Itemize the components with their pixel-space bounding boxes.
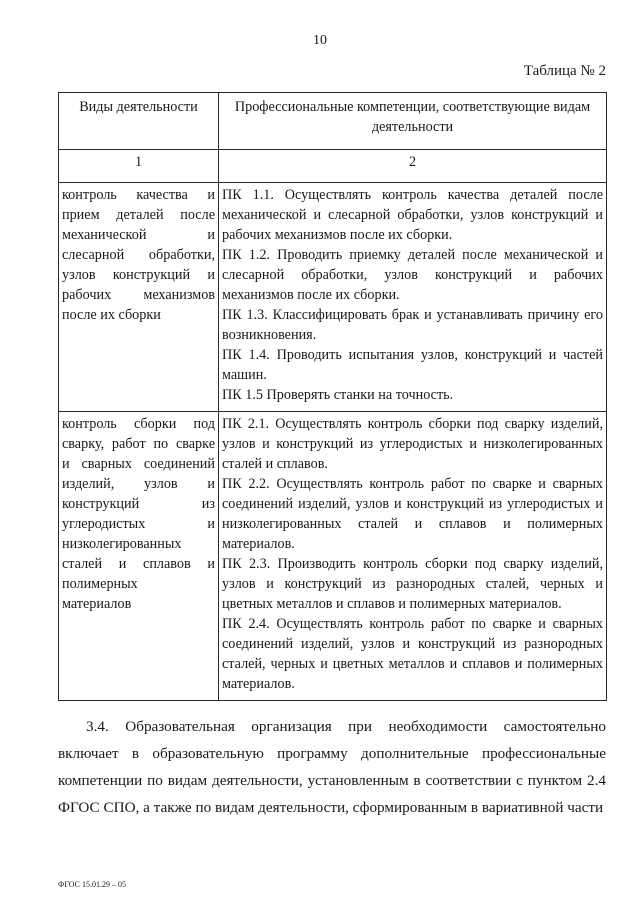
table-row — [59, 183, 607, 412]
competencies-cell — [219, 183, 607, 412]
table-number-row — [59, 150, 607, 183]
header-activity-types: Виды деятельности — [59, 93, 219, 150]
page-number: 10 — [313, 33, 327, 48]
column-number-1: 1 — [59, 150, 219, 183]
competency-item: ПК 1.1. Осуществлять контроль качества деталей после механической и слесарной обработки, узлов конструкций и рабочих механизмов после их сборки. — [222, 187, 603, 243]
competency-table — [58, 92, 607, 701]
table-header-row — [59, 93, 607, 150]
competency-item: ПК 1.5 Проверять станки на точность. — [222, 387, 454, 403]
table-caption: Таблица № 2 — [523, 63, 606, 79]
competency-item: ПК 1.4. Проводить испытания узлов, конструкций и частей машин. — [222, 347, 603, 383]
paragraph-3-4 — [58, 713, 606, 821]
activity-line: сталей и сплавов и — [62, 556, 215, 572]
activity-line: изделий, узлов и — [62, 476, 215, 492]
competencies-cell — [219, 412, 607, 701]
activity-line: и сварных соединений — [62, 456, 215, 472]
activity-cell — [59, 412, 219, 701]
activity-line: слесарной обработки, — [62, 247, 215, 263]
activity-line: механической и — [62, 227, 215, 243]
activity-line: прием деталей после — [62, 207, 215, 223]
activity-line: контроль качества и — [62, 187, 215, 203]
activity-line: узлов конструкций и — [62, 267, 215, 283]
activity-line: контроль сборки под — [62, 416, 215, 432]
header-competencies: Профессиональные компетенции, соответствующие видам деятельности — [219, 93, 607, 150]
activity-line: рабочих механизмов — [62, 287, 215, 303]
activity-line: конструкций из — [62, 496, 215, 512]
activity-line: материалов — [62, 596, 132, 612]
activity-cell — [59, 183, 219, 412]
competency-item: ПК 2.1. Осуществлять контроль сборки под сварку изделий, узлов и конструкций из углеродистых и низколегированных сталей и сплавов. — [222, 416, 603, 472]
activity-line: полимерных — [62, 576, 138, 592]
activity-line: после их сборки — [62, 307, 161, 323]
activity-line: сварку, работ по сварке — [62, 436, 215, 452]
competency-item: ПК 1.3. Классифицировать брак и устанавливать причину его возникновения. — [222, 307, 603, 343]
column-number-2: 2 — [219, 150, 607, 183]
competency-item: ПК 2.2. Осуществлять контроль работ по сварке и сварных соединений изделий, узлов и конструкций из углеродистых и низколегированных сталей и сплавов и полимерных материалов. — [222, 476, 603, 552]
activity-line: углеродистых и — [62, 516, 215, 532]
paragraph-text: 3.4. Образовательная организация при необходимости самостоятельно включает в образовательную программу дополнительные профессиональные компетенции по видам деятельности, установленным в соответствии с пунктом 2.4 ФГОС СПО, а также по видам деятельности, сформированным в вариативной части — [58, 718, 606, 816]
competency-item: ПК 2.3. Производить контроль сборки под сварку изделий, узлов и конструкций из разнородных сталей, черных и цветных металлов и сплавов и полимерных материалов. — [222, 556, 603, 612]
competency-item: ПК 1.2. Проводить приемку деталей после механической и слесарной обработки, узлов конструкций и рабочих механизмов после их сборки. — [222, 247, 603, 303]
activity-line: низколегированных — [62, 536, 182, 552]
table-row — [59, 412, 607, 701]
competency-item: ПК 2.4. Осуществлять контроль работ по сварке и сварных соединений изделий, узлов и конструкций из разнородных сталей, черных и цветных металлов и сплавов и полимерных материалов. — [222, 616, 603, 692]
footer-code: ФГОС 15.01.29 – 05 — [58, 880, 126, 889]
